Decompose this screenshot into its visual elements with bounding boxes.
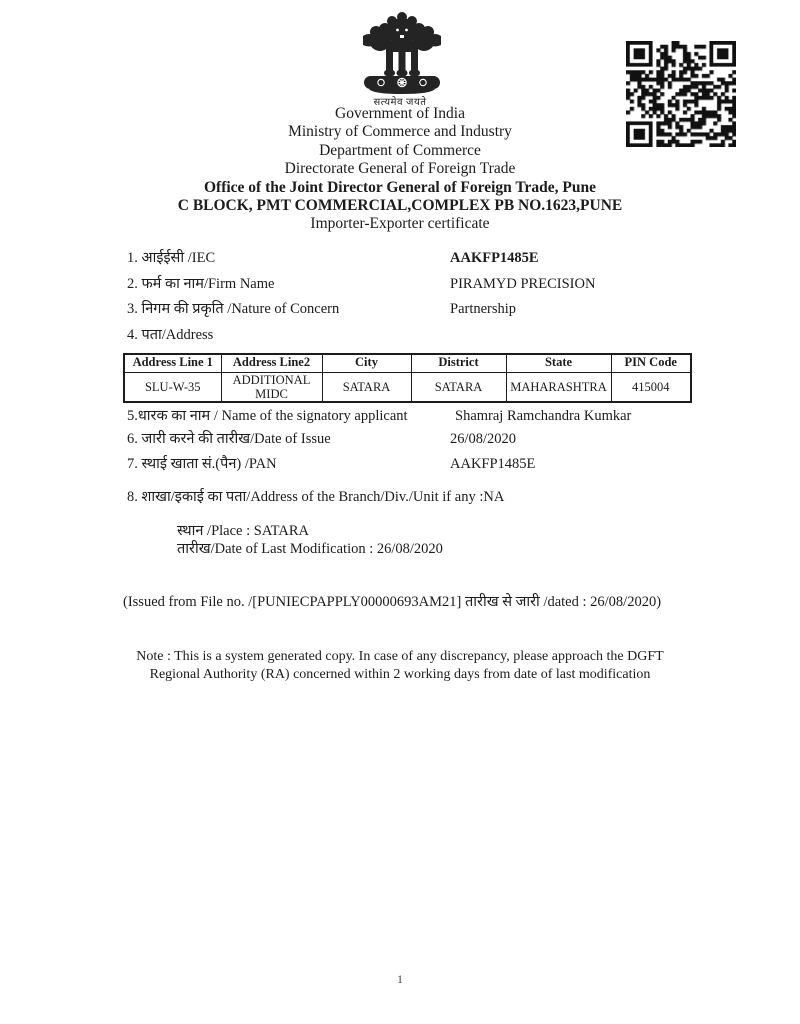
field-firm-name-value: PIRAMYD PRECISION [450, 276, 596, 292]
field-date-of-issue-label: 6. जारी करने की तारीख/Date of Issue [127, 431, 331, 447]
cell-address-line-2: ADDITIONAL MIDC [221, 372, 322, 402]
header-office-address: C BLOCK, PMT COMMERCIAL,COMPLEX PB NO.1623,PUNE [177, 197, 623, 215]
field-iec-value: AAKFP1485E [450, 250, 539, 266]
system-note [0, 648, 800, 683]
field-iec-label: 1. आईईसी /IEC [127, 250, 216, 266]
system-note-line-2: Regional Authority (RA) concerned within 2 working days from date of last modification [149, 666, 651, 682]
place-date-block [177, 523, 443, 558]
field-signatory-name-value: Shamraj Ramchandra Kumkar [455, 408, 632, 424]
field-pan-label: 7. स्थाई खाता सं.(पैन) /PAN [127, 456, 277, 472]
field-date-of-issue-value: 26/08/2020 [450, 431, 517, 447]
col-address-line-1: Address Line 1 [124, 354, 221, 372]
cell-district: SATARA [411, 372, 506, 402]
cell-pin-code: 415004 [611, 372, 691, 402]
field-firm-name-label: 2. फर्म का नाम/Firm Name [127, 276, 275, 292]
field-signatory-name [127, 407, 632, 425]
header-office: Office of the Joint Director General of Foreign Trade, Pune [203, 178, 596, 196]
col-city: City [322, 354, 411, 372]
address-table-data-row [124, 372, 691, 402]
cell-address-line-1: SLU-W-35 [124, 372, 221, 402]
emblem-motto: सत्यमेव जयते [373, 97, 427, 108]
col-district: District [411, 354, 506, 372]
col-state: State [506, 354, 611, 372]
col-address-line-2: Address Line2 [221, 354, 322, 372]
field-address-label: 4. पता/Address [127, 327, 214, 343]
header-certificate-title: Importer-Exporter certificate [310, 215, 490, 233]
field-date-of-issue [127, 430, 517, 448]
india-national-emblem-icon [357, 9, 447, 95]
field-iec [127, 249, 539, 267]
col-pin-code: PIN Code [611, 354, 691, 372]
page-number: 1 [397, 972, 403, 986]
field-branch-address [127, 488, 504, 506]
field-pan-value: AAKFP1485E [450, 456, 536, 472]
cell-city: SATARA [322, 372, 411, 402]
header-directorate: Directorate General of Foreign Trade [284, 160, 516, 178]
field-address [127, 326, 213, 344]
last-modification-line: तारीख/Date of Last Modification : 26/08/2020 [177, 540, 443, 557]
field-nature-of-concern [127, 300, 517, 318]
place-line: स्थान /Place : SATARA [177, 523, 309, 539]
field-firm-name [127, 275, 596, 293]
field-nature-of-concern-label: 3. निगम की प्रकृति /Nature of Concern [127, 301, 340, 317]
field-branch-address-label: 8. शाखा/इकाई का पता/Address of the Branch/Div./Unit if any :NA [127, 489, 505, 505]
document-header [0, 105, 800, 234]
address-table-header-row [124, 354, 691, 372]
address-table [123, 353, 692, 403]
field-pan [127, 455, 536, 473]
header-government-of-india: Government of India [335, 105, 465, 122]
field-signatory-name-label: 5.धारक का नाम / Name of the signatory applicant [127, 408, 408, 424]
header-department: Department of Commerce [319, 141, 481, 159]
system-note-line-1: Note : This is a system generated copy. In case of any discrepancy, please approach the DGFT [136, 649, 664, 664]
header-ministry: Ministry of Commerce and Industry [288, 123, 512, 141]
field-nature-of-concern-value: Partnership [450, 301, 517, 317]
issued-from-file-line: (Issued from File no. /[PUNIECPAPPLY00000693AM21] तारीख से जारी /dated : 26/08/2020) [123, 594, 662, 610]
cell-state: MAHARASHTRA [506, 372, 611, 402]
